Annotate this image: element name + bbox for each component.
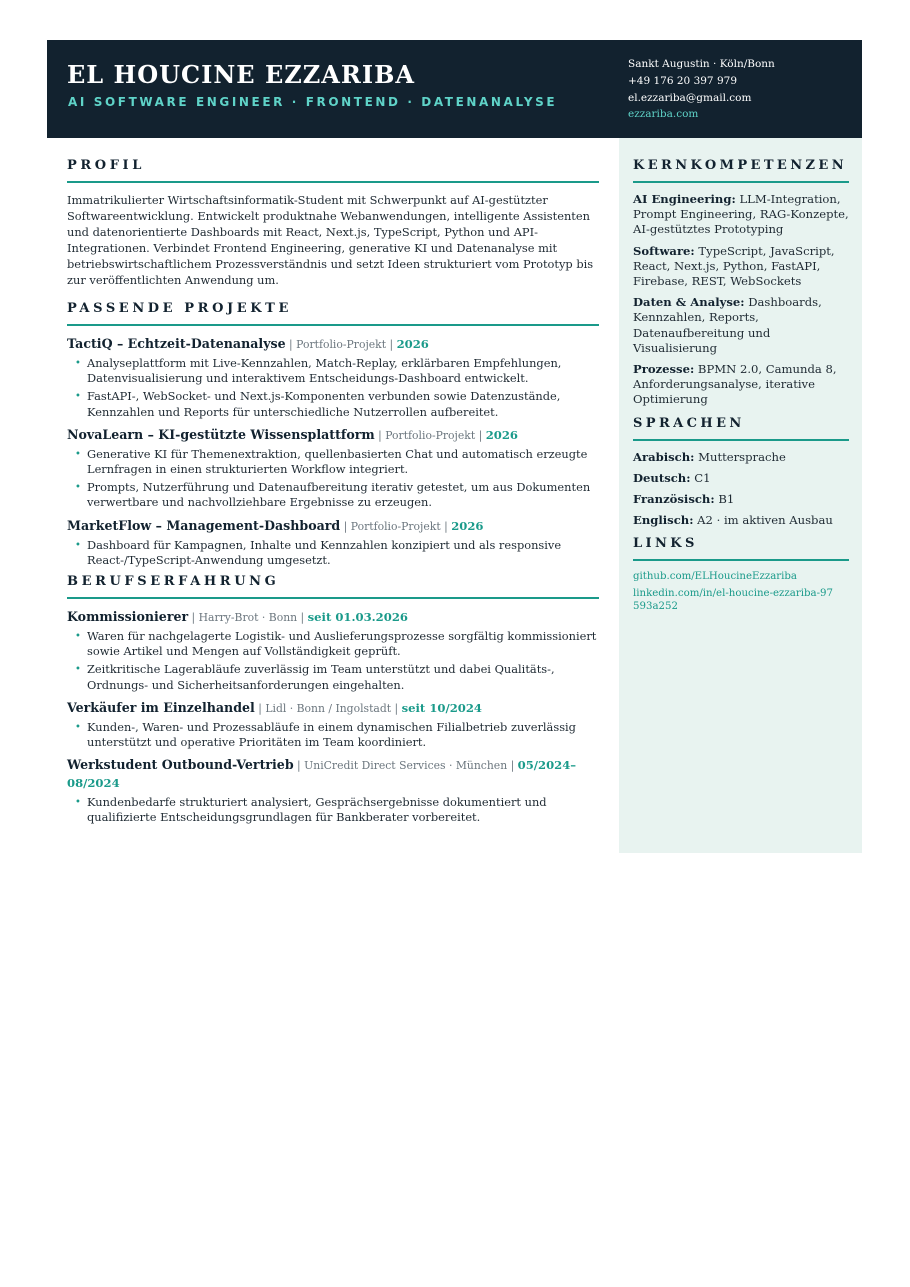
entry-meta: Portfolio-Projekt [385,428,476,442]
entry-header [67,517,599,535]
bullet-item: • Kundenbedarfe strukturiert analysiert, Gesprächsergebnisse dokumentiert und qualifizierte Entscheidungsgrundlagen für Bankberater vorbereitet. [75,795,599,825]
candidate-headline: AI SOFTWARE ENGINEER · FRONTEND · DATENANALYSE [68,95,558,109]
entry-bullets [75,629,599,693]
entry-header [67,756,599,792]
entry-meta: Lidl · Bonn / Ingolstadt [265,701,392,715]
links-list [633,570,849,614]
contact-email[interactable]: el.ezzariba@gmail.com [628,91,752,104]
entry-date: 2026 [451,518,484,533]
language-item-text: A2 · im aktiven Ausbau [697,512,833,527]
section-title-projekte: PASSENDE PROJEKTE [67,301,599,326]
entry-bullets [75,795,599,825]
entry-separator: | [374,428,386,442]
projekte-list [67,335,599,568]
bullet-item: • Generative KI für Themenextraktion, quellenbasierten Chat und automatisch erzeugte Lernfragen in einen strukturierten Workflow integriert. [75,447,599,477]
skill-item-text: Dashboards, Kennzahlen, Reports, Datenaufbereitung und Visualisierung [633,295,822,355]
contact-block [628,56,775,123]
skill-item [633,362,849,408]
entry-separator: | [254,701,266,715]
skill-item-text: BPMN 2.0, Camunda 8, Anforderungsanalyse, iterative Optimierung [633,362,837,407]
erfahrung-list [67,608,599,826]
entry-item [67,756,599,825]
profile-link[interactable]: linkedin.com/in/el-houcine-ezzariba-97 593a252 [633,588,833,613]
bullet-item: • Dashboard für Kampagnen, Inhalte und Kennzahlen konzipiert und als responsive React-/TypeScript-Anwendung umgesetzt. [75,538,599,568]
entry-separator: | [507,759,518,773]
entry-separator: | [386,338,397,351]
sidebar-column [633,158,849,618]
candidate-name: EL HOUCINE EZZARIBA [67,60,415,89]
entry-header [67,699,599,717]
entry-meta: Portfolio-Projekt [350,519,441,533]
bullet-item: • Waren für nachgelagerte Logistik- und Auslieferungsprozesse sorgfältig kommissioniert sowie Artikel und Mengen auf Vollständigkeit geprüft. [75,629,599,659]
entry-header [67,426,599,444]
language-item [633,513,849,528]
entry-item [67,426,599,511]
entry-bullets [75,447,599,511]
skill-item-text: TypeScript, JavaScript, React, Next.js, Python, FastAPI, Firebase, REST, WebSockets [633,243,835,289]
language-item-label: Englisch: [633,512,694,527]
entry-meta: UniCredit Direct Services · München [304,759,508,773]
entry-item [67,608,599,693]
entry-header [67,335,599,353]
entry-separator: | [293,759,305,773]
entry-separator: | [285,338,297,351]
resume-header [47,40,862,138]
entry-item [67,699,599,750]
section-title-profil: PROFIL [67,158,599,183]
section-title-sprachen: SPRACHEN [633,416,849,441]
skill-item-text: LLM-Integration, Prompt Engineering, RAG-Konzepte, AI-gestütztes Prototyping [633,192,849,237]
contact-website[interactable]: ezzariba.com [628,108,699,121]
entry-separator: | [440,519,452,533]
contact-phone[interactable]: +49 176 20 397 979 [628,74,737,87]
language-item-text: Muttersprache [698,449,786,464]
entry-bullets [75,538,599,568]
skill-item-label: Daten & Analyse: [633,295,745,310]
entry-date: seit 01.03.2026 [307,610,408,625]
entry-separator: | [297,611,308,625]
entry-separator: | [340,519,351,533]
entry-bullets [75,720,599,750]
entry-item [67,517,599,568]
language-item [633,471,849,486]
skill-item-label: Prozesse: [633,362,695,377]
language-item [633,492,849,507]
profil-text: Immatrikulierter Wirtschaftsinformatik-Student mit Schwerpunkt auf AI-gestützter Softwareentwicklung. Entwickelt produktnahe Webanwendungen, intelligente Assistenten und datenorientierte Dashboards mit React, Next.js, TypeScript, Python und API-Integrationen. Verbindet Frontend Engineering, generative KI und Datenanalyse mit betriebswirtschaftlichem Prozessverständnis und setzt Ideen strukturiert vom Prototyp bis zur veröffentlichten Anwendung um. [67,193,594,287]
skill-item-label: Software: [633,243,695,258]
entry-meta: Portfolio-Projekt [296,338,387,351]
profile-link[interactable]: github.com/ELHoucineEzzariba [633,571,797,583]
bullet-item: • Prompts, Nutzerführung und Datenaufbereitung iterativ getestet, um aus Dokumenten verwertbare und nachvollziehbare Ergebnisse zu erzeugen. [75,480,599,510]
entry-item [67,335,599,420]
skill-item [633,295,849,356]
entry-title: Werkstudent Outbound-Vertrieb [67,757,294,773]
language-item [633,450,849,465]
entry-title: Kommissionierer [67,609,189,625]
contact-location: Sankt Augustin · Köln/Bonn [628,58,775,70]
skill-item-label: AI Engineering: [633,192,736,206]
language-item-text: B1 [718,491,735,506]
skill-item [633,244,849,290]
kompetenzen-list [633,192,849,408]
language-item-text: C1 [694,470,711,485]
section-title-links: LINKS [633,536,849,561]
entry-header [67,608,599,626]
entry-bullets [75,356,599,420]
language-item-label: Französisch: [633,491,715,506]
entry-date: 2026 [396,337,429,351]
language-item-label: Arabisch: [633,449,695,464]
entry-title: TactiQ – Echtzeit-Datenanalyse [67,336,286,351]
entry-meta: Harry-Brot · Bonn [198,611,298,625]
bullet-item: • FastAPI-, WebSocket- und Next.js-Komponenten verbunden sowie Datenzustände, Kennzahlen und Reports für unterschiedliche Nutzerrollen aufbereitet. [75,389,599,419]
entry-date: 2026 [485,427,518,442]
main-column [67,158,599,832]
entry-title: NovaLearn – KI-gestützte Wissensplattform [67,426,375,442]
entry-separator: | [188,611,199,625]
sprachen-list [633,450,849,528]
entry-date: seit 10/2024 [401,700,482,715]
language-item-label: Deutsch: [633,470,691,485]
section-title-kompetenzen: KERNKOMPETENZEN [633,158,849,183]
bullet-item: • Kunden-, Waren- und Prozessabläufe in einem dynamischen Filialbetrieb zuverlässig unterstützt und operative Prioritäten im Team koordiniert. [75,720,599,750]
bullet-item: • Zeitkritische Lagerabläufe zuverlässig im Team unterstützt und dabei Qualitäts-, Ordnungs- und Sicherheitsanforderungen eingehalten. [75,662,599,692]
section-title-erfahrung: BERUFSERFAHRUNG [67,574,599,599]
entry-separator: | [391,701,402,715]
entry-title: MarketFlow – Management-Dashboard [67,517,341,533]
entry-title: Verkäufer im Einzelhandel [67,699,255,715]
entry-separator: | [475,428,486,442]
skill-item [633,192,849,238]
entry-date: 05/2024–08/2024 [67,758,577,791]
bullet-item: • Analyseplattform mit Live-Kennzahlen, Match-Replay, erklärbaren Empfehlungen, Datenvisualisierung und interaktivem Entscheidungs-Dashboard entwickelt. [75,356,599,386]
